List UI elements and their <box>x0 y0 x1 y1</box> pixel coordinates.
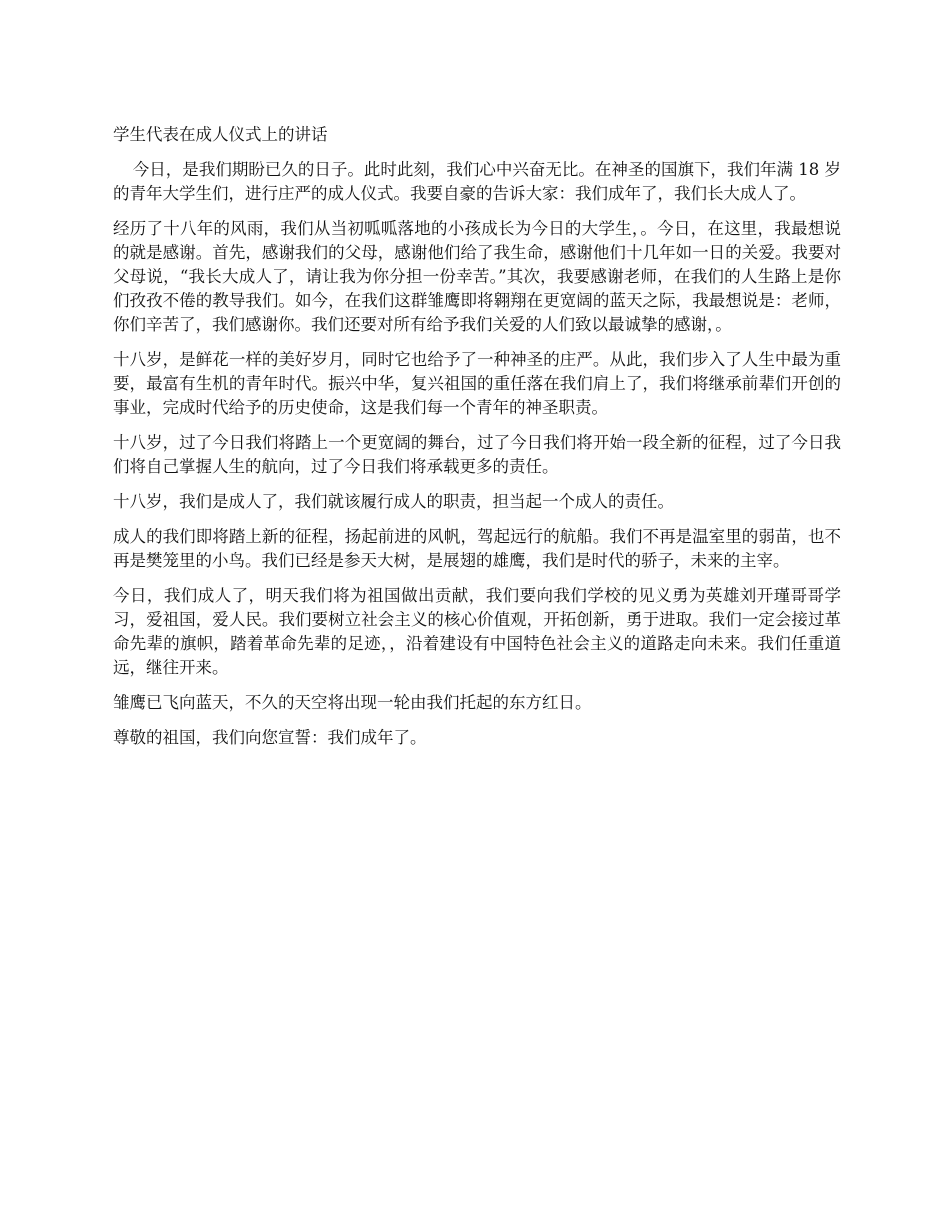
paragraph-6: 成人的我们即将踏上新的征程，扬起前进的风帆，驾起远行的航船。我们不再是温室里的弱苗，也不再是樊笼里的小鸟。我们已经是参天大树，是展翅的雄鹰，我们是时代的骄子，未来的主宰。 <box>113 527 841 570</box>
paragraph-5: 十八岁，我们是成人了，我们就该履行成人的职责，担当起一个成人的责任。 <box>113 492 674 511</box>
paragraph-8: 雏鹰已飞向蓝天，不久的天空将出现一轮由我们托起的东方红日。 <box>113 693 592 712</box>
paragraph-4: 十八岁，过了今日我们将踏上一个更宽阔的舞台，过了今日我们将开始一段全新的征程，过了今日我们将自己掌握人生的航向，过了今日我们将承载更多的责任。 <box>113 433 841 476</box>
document-body <box>113 123 841 761</box>
paragraph-7: 今日，我们成人了，明天我们将为祖国做出贡献，我们要向我们学校的见义勇为英雄刘开瑾哥哥学习，爱祖国，爱人民。我们要树立社会主义的核心价值观，开拓创新，勇于进取。我们一定会接过革命先辈的旗帜，踏着革命先辈的足迹，，沿着建设有中国特色社会主义的道路走向未来。我们任重道远，继往开来。 <box>113 586 841 677</box>
paragraph-2: 经历了十八年的风雨，我们从当初呱呱落地的小孩成长为今日的大学生，。今日，在这里，我最想说的就是感谢。首先，感谢我们的父母，感谢他们给了我生命，感谢他们十几年如一日的关爱。我要对父母说，“我长大成人了，请让我为你分担一份幸苦。”其次，我要感谢老师，在我们的人生路上是你们孜孜不倦的教导我们。如今，在我们这群雏鹰即将翱翔在更宽阔的蓝天之际，我最想说是：老师，你们辛苦了，我们感谢你。我们还要对所有给予我们关爱的人们致以最诚挚的感谢，。 <box>113 219 841 334</box>
paragraph-3: 十八岁，是鲜花一样的美好岁月，同时它也给予了一种神圣的庄严。从此，我们步入了人生中最为重要，最富有生机的青年时代。振兴中华，复兴祖国的重任落在我们肩上了，我们将继承前辈们开创的事业，完成时代给予的历史使命，这是我们每一个青年的神圣职责。 <box>113 350 841 417</box>
paragraph-9: 尊敬的祖国，我们向您宣誓：我们成年了。 <box>113 728 427 747</box>
document-title: 学生代表在成人仪式上的讲话 <box>113 125 328 144</box>
paragraph-1: 今日，是我们期盼已久的日子。此时此刻，我们心中兴奋无比。在神圣的国旗下，我们年满 18 岁的青年大学生们，进行庄严的成人仪式。我要自豪的告诉大家：我们成年了，我们长大成人了。 <box>113 160 841 203</box>
